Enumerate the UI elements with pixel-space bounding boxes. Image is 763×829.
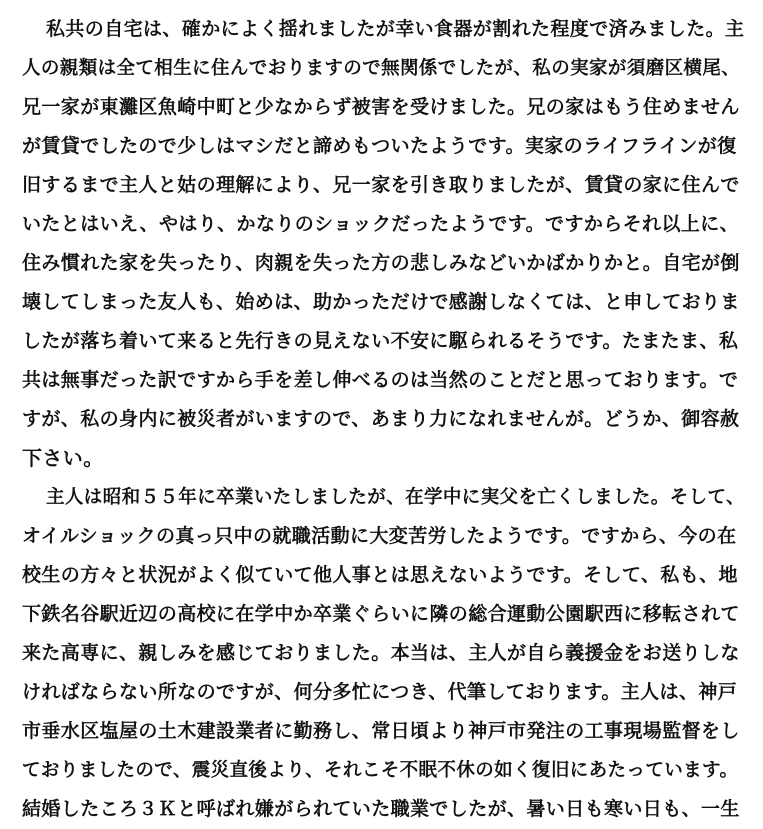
text-line: ておりましたので、震災直後より、それこそ不眠不休の如く復旧にあたっています。 bbox=[22, 760, 739, 781]
text-line: 市垂水区塩屋の土木建設業者に勤務し、常日頃より神戸市発注の工事現場監督をし bbox=[22, 720, 740, 742]
text-line: したが落ち着いて来ると先行きの見えない不安に駆られるそうです。たまたま、私 bbox=[22, 330, 739, 352]
text-line: オイルショックの真っ只中の就職活動に大変苦労したようです。ですから、今の在 bbox=[22, 525, 737, 547]
text-line: 結婚したころ３Ｋと呼ばれ嫌がられていた職業でしたが、暑い日も寒い日も、一生 bbox=[22, 798, 740, 820]
text-line: 主人は昭和５５年に卒業いたしましたが、在学中に実父を亡くしました。そして、 bbox=[46, 487, 745, 508]
text-line: 私共の自宅は、確かによく揺れましたが幸い食器が割れた程度で済みました。主 bbox=[46, 18, 745, 40]
text-line: 旧するまで主人と姑の理解により、兄一家を引き取りましたが、賃貸の家に住んで bbox=[22, 174, 740, 196]
text-line: 下さい。 bbox=[22, 446, 104, 470]
text-line: いたとはいえ、やはり、かなりのショックだったようです。ですからそれ以上に、 bbox=[22, 213, 740, 235]
text-line: 兄一家が東灘区魚崎中町と少なからず被害を受けました。兄の家はもう住めません bbox=[22, 96, 740, 118]
text-line: が賃貸でしたので少しはマシだと諦めもついたようです。実家のライフラインが復 bbox=[22, 135, 737, 157]
text-line: 共は無事だった訳ですから手を差し伸べるのは当然のことだと思っております。で bbox=[22, 369, 739, 391]
text-line: 来た高専に、親しみを感じておりました。本当は、主人が自ら義援金をお送りしな bbox=[22, 642, 740, 664]
text-line: 壊してしまった友人も、始めは、助かっただけで感謝しなくては、と申しておりま bbox=[22, 291, 740, 313]
text-line: すが、私の身内に被災者がいますので、あまり力になれませんが。どうか、御容赦 bbox=[22, 408, 740, 430]
text-line: 校生の方々と状況がよく似ていて他人事とは思えないようです。そして、私も、地 bbox=[22, 564, 738, 586]
text-line: 住み慣れた家を失ったり、肉親を失った方の悲しみなどいかばかりかと。自宅が倒 bbox=[22, 252, 740, 274]
text-line: 下鉄名谷駅近辺の高校に在学中か卒業ぐらいに隣の総合運動公園駅西に移転されて bbox=[22, 603, 740, 625]
text-line: ければならない所なのですが、何分多忙につき、代筆しております。主人は、神戸 bbox=[22, 681, 738, 703]
text-line: 人の親類は全て相生に住んでおりますので無関係でしたが、私の実家が須磨区横尾、 bbox=[22, 58, 741, 79]
